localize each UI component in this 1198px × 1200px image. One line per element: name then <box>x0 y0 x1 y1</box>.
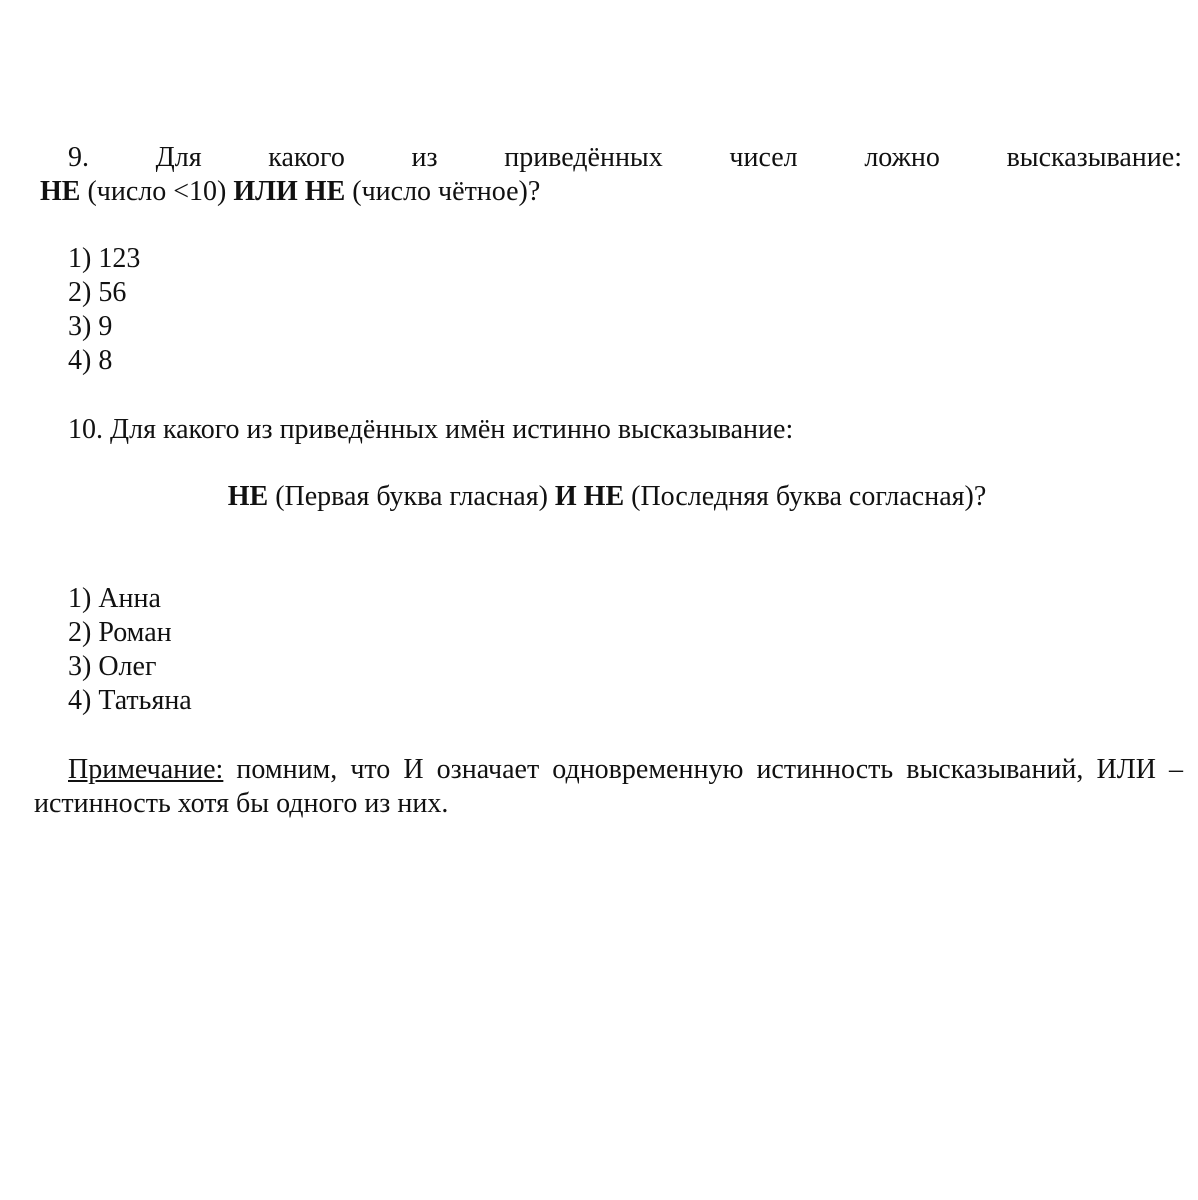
note-label: Примечание: <box>68 754 224 785</box>
q9-word: какого <box>268 142 345 173</box>
q9-condition-2: (число чётное)? <box>345 176 541 207</box>
q9-not-operator: НЕ <box>40 176 81 207</box>
note-text-1: помним, что И означает одновременную истинность высказываний, ИЛИ – <box>223 754 1183 785</box>
q10-answer-option: 3) Олег <box>68 651 157 682</box>
q10-answer-option: 1) Анна <box>68 583 161 614</box>
q9-word: 9. <box>68 142 89 173</box>
q9-word: Для <box>155 142 202 173</box>
q9-answer-option: 1) 123 <box>68 243 141 274</box>
q9-condition-1: (число <10) <box>80 176 234 207</box>
q9-answer-option: 2) 56 <box>68 277 127 308</box>
q10-answer-option: 2) Роман <box>68 617 172 648</box>
q9-word: приведённых <box>504 142 663 173</box>
q10-condition-2: (Последняя буква согласная)? <box>624 481 987 512</box>
q10-not-operator: НЕ <box>227 481 269 512</box>
q10-question-title: 10. Для какого из приведённых имён истинно высказывание: <box>68 414 794 445</box>
q9-word: чисел <box>729 142 798 173</box>
q9-question-line-2 <box>40 175 540 209</box>
q10-answer-option: 4) Татьяна <box>68 685 192 716</box>
q10-condition-1: (Первая буква гласная) <box>268 481 555 512</box>
q9-or-not-operator: ИЛИ НЕ <box>233 176 346 207</box>
q10-and-not-operator: И НЕ <box>554 481 625 512</box>
q9-question-line-1 <box>68 141 1182 175</box>
q9-word: ложно <box>864 142 940 173</box>
q9-answer-option: 3) 9 <box>68 311 113 342</box>
q9-answer-list <box>68 242 140 378</box>
note-line-2: истинность хотя бы одного из них. <box>34 788 449 819</box>
q9-word: высказывание: <box>1006 142 1182 173</box>
q9-word: из <box>411 142 438 173</box>
q10-answer-list <box>68 582 192 718</box>
q10-formula <box>0 480 1198 514</box>
q9-answer-option: 4) 8 <box>68 345 113 376</box>
note-line-1 <box>68 753 1183 787</box>
